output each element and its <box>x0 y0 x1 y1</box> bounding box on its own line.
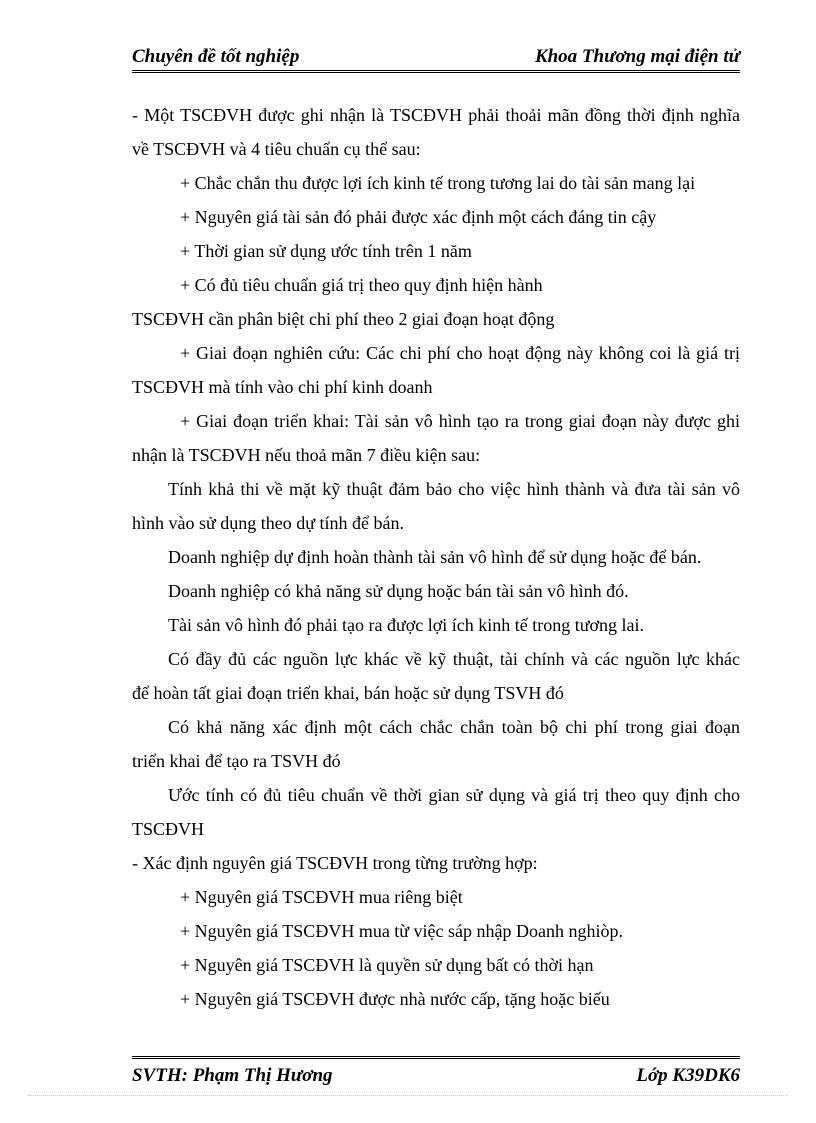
body-line-15: Doanh nghiệp có khả năng sử dụng hoặc bán tài sản vô hình đó. <box>168 581 629 601</box>
footer-class: Lớp K39DK6 <box>636 1065 740 1086</box>
body-line-13: hình vào sử dụng theo dự tính để bán. <box>132 513 404 533</box>
body-line-19: Có khả năng xác định một cách chắc chắn toàn bộ chi phí trong giai đoạn <box>168 717 740 737</box>
body-line-7: TSCĐVH cần phân biệt chi phí theo 2 giai đoạn hoạt động <box>132 309 555 329</box>
body-line-8: + Giai đoạn nghiên cứu: Các chi phí cho hoạt động này không coi là giá trị <box>180 343 740 363</box>
body-line-11: nhận là TSCĐVH nếu thoả mãn 7 điều kiện sau: <box>132 445 481 465</box>
footer-student: SVTH: Phạm Thị Hương <box>132 1065 333 1086</box>
body-line-6: + Có đủ tiêu chuẩn giá trị theo quy định hiện hành <box>180 275 543 295</box>
body-line-10: + Giai đoạn triển khai: Tài sản vô hình tạo ra trong giai đoạn này được ghi <box>180 411 740 431</box>
body-line-12: Tính khả thi về mặt kỹ thuật đảm bảo cho việc hình thành và đưa tài sản vô <box>168 479 740 499</box>
body-line-1: - Một TSCĐVH được ghi nhận là TSCĐVH phải thoải mãn đồng thời định nghĩa <box>132 105 740 125</box>
body-line-4: + Nguyên giá tài sản đó phải được xác định một cách đáng tin cậy <box>180 207 657 227</box>
page-footer <box>132 1056 740 1087</box>
page-header <box>132 42 740 73</box>
document-body <box>132 98 740 1016</box>
body-line-27: + Nguyên giá TSCĐVH được nhà nước cấp, tặng hoặc biếu <box>180 989 610 1009</box>
header-department: Khoa Thương mại điện tử <box>534 46 740 67</box>
body-line-22: TSCĐVH <box>132 819 205 839</box>
body-line-24: + Nguyên giá TSCĐVH mua riêng biệt <box>180 887 463 907</box>
body-line-9: TSCĐVH mà tính vào chi phí kinh doanh <box>132 377 433 397</box>
body-line-23: - Xác định nguyên giá TSCĐVH trong từng trường hợp: <box>132 853 538 873</box>
body-line-25: + Nguyên giá TSCĐVH mua từ việc sáp nhập Doanh nghiòp. <box>180 921 624 941</box>
body-line-16: Tài sản vô hình đó phải tạo ra được lợi ích kinh tế trong tương lai. <box>168 615 644 635</box>
body-line-2: về TSCĐVH và 4 tiêu chuẩn cụ thể sau: <box>132 139 421 159</box>
header-title: Chuyên đề tốt nghiệp <box>132 46 300 67</box>
body-line-17: Có đầy đủ các nguồn lực khác về kỹ thuật, tài chính và các nguồn lực khác <box>168 649 740 669</box>
body-line-3: + Chắc chắn thu được lợi ích kinh tế trong tương lai do tài sản mang lại <box>180 173 696 193</box>
body-line-5: + Thời gian sử dụng ước tính trên 1 năm <box>180 241 472 261</box>
body-line-21: Ước tính có đủ tiêu chuẩn về thời gian sử dụng và giá trị theo quy định cho <box>168 785 740 805</box>
body-line-26: + Nguyên giá TSCĐVH là quyền sử dụng bất có thời hạn <box>180 955 594 975</box>
page-bottom-divider <box>28 1095 788 1096</box>
body-line-20: triển khai để tạo ra TSVH đó <box>132 751 341 771</box>
body-line-18: để hoàn tất giai đoạn triển khai, bán hoặc sử dụng TSVH đó <box>132 683 564 703</box>
body-line-14: Doanh nghiệp dự định hoàn thành tài sản vô hình để sử dụng hoặc để bán. <box>168 547 702 567</box>
